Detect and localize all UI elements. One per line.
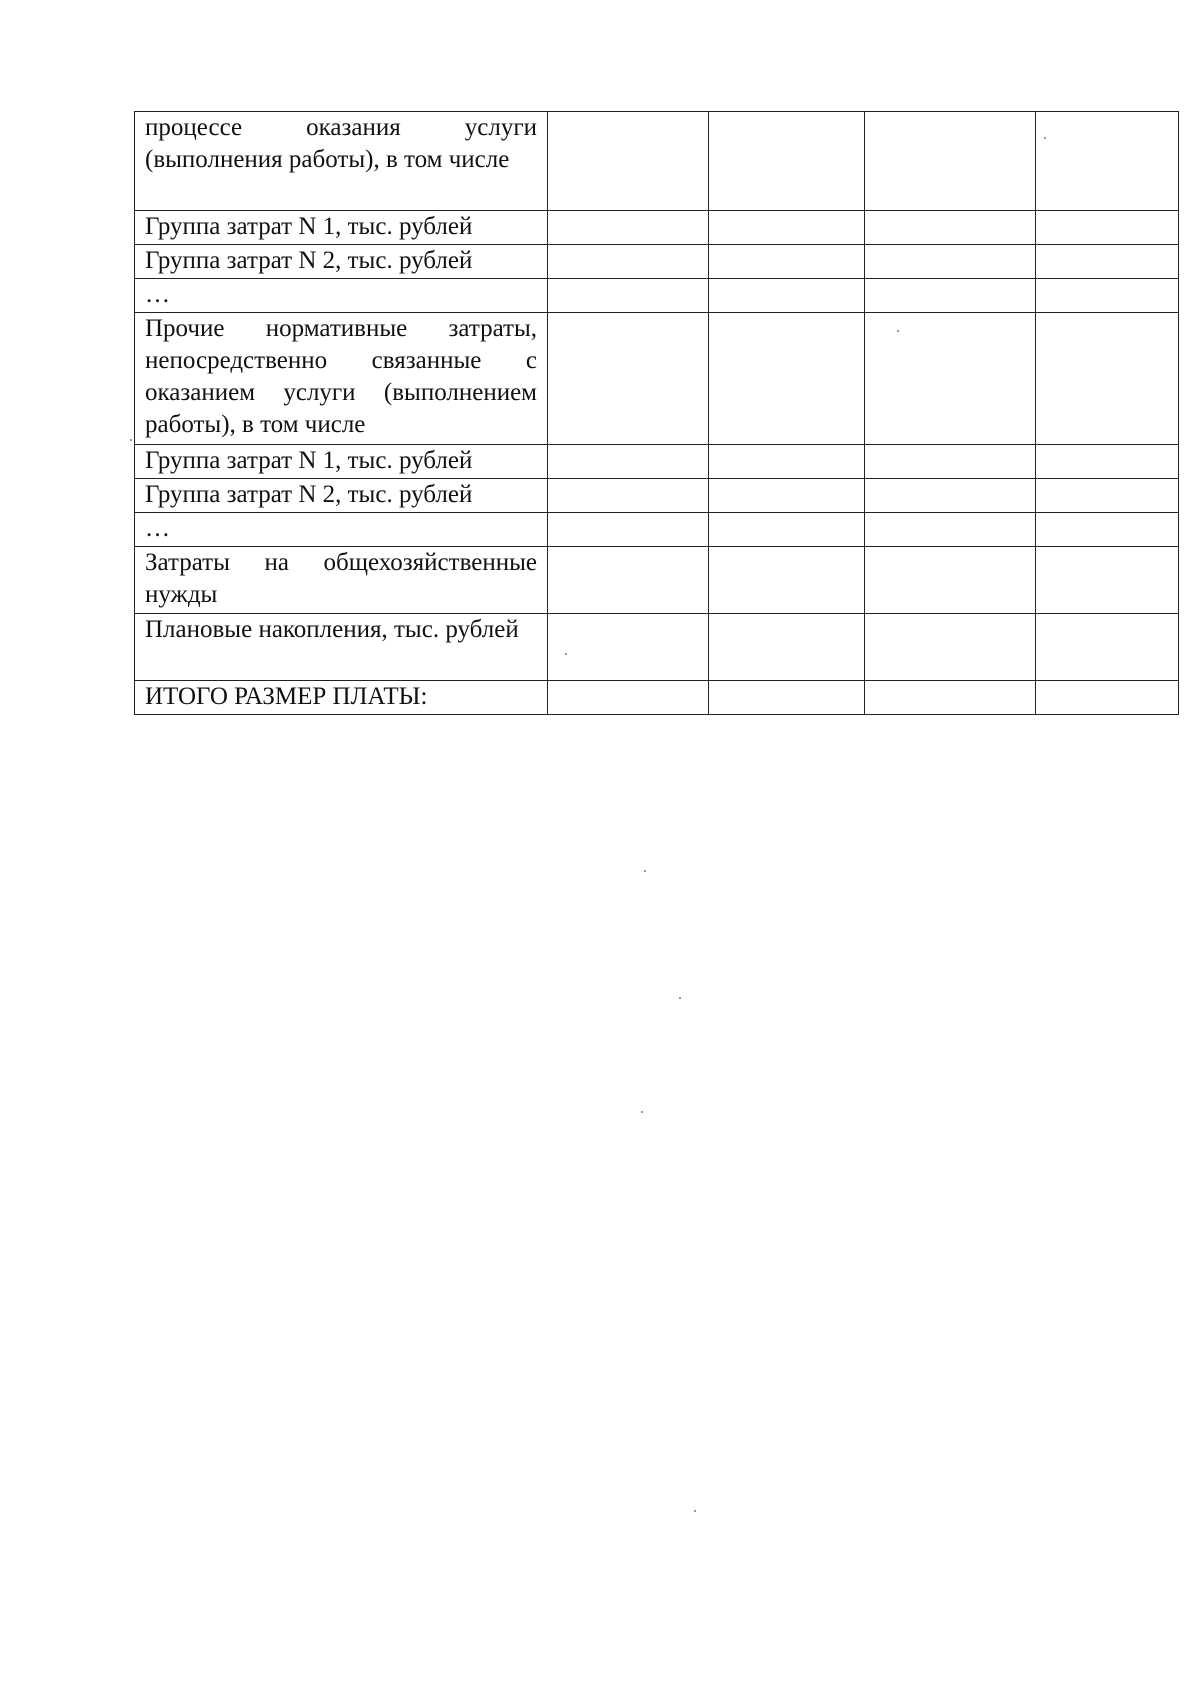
empty-cell xyxy=(1036,211,1179,245)
table-row xyxy=(135,479,1179,513)
empty-cell xyxy=(709,547,865,614)
empty-cell xyxy=(709,445,865,479)
empty-cell xyxy=(709,681,865,715)
empty-cell xyxy=(865,279,1036,313)
empty-cell xyxy=(865,211,1036,245)
scan-speck xyxy=(130,439,132,441)
scan-speck xyxy=(644,870,646,872)
table-row xyxy=(135,112,1179,211)
empty-cell xyxy=(1036,279,1179,313)
empty-cell xyxy=(1036,245,1179,279)
empty-cell xyxy=(865,513,1036,547)
empty-cell xyxy=(548,445,709,479)
row-label: Прочие нормативные затраты, непосредственно связанные с оказанием услуги (выполнением работы), в том числе xyxy=(135,313,548,445)
empty-cell xyxy=(709,313,865,445)
table-row xyxy=(135,513,1179,547)
table-row xyxy=(135,681,1179,715)
empty-cell xyxy=(548,614,709,681)
empty-cell xyxy=(865,112,1036,211)
row-label: Плановые накопления, тыс. рублей xyxy=(135,614,548,681)
empty-cell xyxy=(709,513,865,547)
empty-cell xyxy=(709,614,865,681)
empty-cell xyxy=(865,313,1036,445)
empty-cell xyxy=(865,614,1036,681)
row-label: процессе оказания услуги (выполнения работы), в том числе xyxy=(135,112,548,211)
scan-speck xyxy=(641,1111,643,1113)
row-label: … xyxy=(135,279,548,313)
empty-cell xyxy=(1036,681,1179,715)
empty-cell xyxy=(548,245,709,279)
empty-cell xyxy=(548,547,709,614)
empty-cell xyxy=(1036,479,1179,513)
empty-cell xyxy=(865,681,1036,715)
empty-cell xyxy=(548,513,709,547)
empty-cell xyxy=(865,547,1036,614)
empty-cell xyxy=(865,245,1036,279)
cost-table-body xyxy=(135,112,1179,715)
empty-cell xyxy=(709,112,865,211)
scan-speck xyxy=(694,1510,696,1512)
table-row xyxy=(135,614,1179,681)
table-row xyxy=(135,547,1179,614)
row-label: Затраты на общехозяйственные нужды xyxy=(135,547,548,614)
table-row xyxy=(135,279,1179,313)
scan-speck xyxy=(679,997,681,999)
empty-cell xyxy=(548,681,709,715)
scan-speck xyxy=(565,653,567,655)
row-label: Группа затрат N 1, тыс. рублей xyxy=(135,445,548,479)
table-row xyxy=(135,211,1179,245)
table-row xyxy=(135,245,1179,279)
empty-cell xyxy=(548,313,709,445)
empty-cell xyxy=(548,279,709,313)
cost-table xyxy=(134,111,1179,715)
row-label: ИТОГО РАЗМЕР ПЛАТЫ: xyxy=(135,681,548,715)
empty-cell xyxy=(1036,445,1179,479)
empty-cell xyxy=(1036,547,1179,614)
empty-cell xyxy=(709,479,865,513)
table-row xyxy=(135,313,1179,445)
row-label: Группа затрат N 2, тыс. рублей xyxy=(135,245,548,279)
empty-cell xyxy=(709,279,865,313)
empty-cell xyxy=(548,479,709,513)
table-row xyxy=(135,445,1179,479)
scan-speck xyxy=(897,330,899,332)
row-label: … xyxy=(135,513,548,547)
row-label: Группа затрат N 1, тыс. рублей xyxy=(135,211,548,245)
empty-cell xyxy=(1036,513,1179,547)
empty-cell xyxy=(1036,313,1179,445)
empty-cell xyxy=(1036,112,1179,211)
empty-cell xyxy=(548,211,709,245)
empty-cell xyxy=(709,245,865,279)
empty-cell xyxy=(1036,614,1179,681)
empty-cell xyxy=(709,211,865,245)
empty-cell xyxy=(548,112,709,211)
scan-speck xyxy=(1044,137,1046,139)
empty-cell xyxy=(865,445,1036,479)
row-label: Группа затрат N 2, тыс. рублей xyxy=(135,479,548,513)
empty-cell xyxy=(865,479,1036,513)
